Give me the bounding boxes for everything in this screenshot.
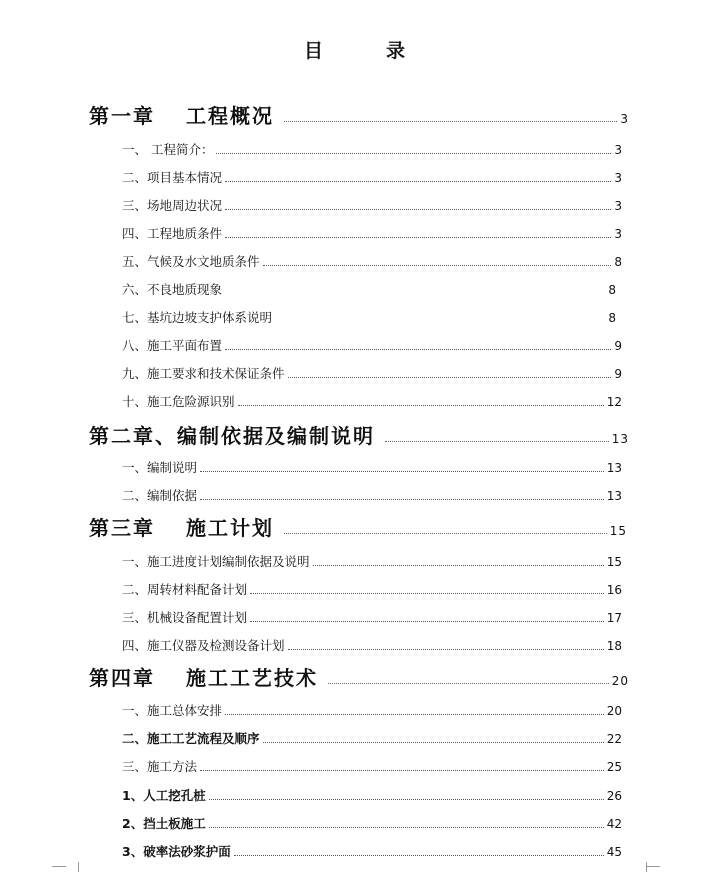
toc-item-label: 九、施工要求和技术保证条件 <box>122 366 285 381</box>
toc-item-label: 八、施工平面布置 <box>122 338 223 353</box>
toc-item-label: 3、破率法砂浆护面 <box>122 844 231 859</box>
toc-page-number: 42 <box>606 817 622 831</box>
toc-page-number: 12 <box>606 395 622 409</box>
toc-leader-dots <box>385 441 609 442</box>
toc-leader-dots <box>313 565 604 566</box>
crop-mark-right-h <box>646 866 660 867</box>
toc-item[interactable] <box>122 786 622 804</box>
toc-title: 目 录 <box>303 40 427 62</box>
toc-leader-dots <box>284 533 607 534</box>
crop-mark-right <box>646 862 661 872</box>
toc-leader-dots <box>225 349 611 350</box>
toc-chapter-label: 第三章 施工计划 <box>89 516 274 540</box>
toc-item-label: 一、编制说明 <box>122 460 198 475</box>
toc-item[interactable] <box>122 252 622 270</box>
toc-chapter-2[interactable] <box>89 420 629 448</box>
toc-page-number: 25 <box>606 760 622 774</box>
toc-leader-dots <box>250 593 604 594</box>
toc-item-label: 2、挡土板施工 <box>122 816 206 831</box>
toc-page-number: 8 <box>608 311 616 325</box>
toc-item[interactable] <box>122 364 622 382</box>
toc-page-number: 9 <box>614 339 622 353</box>
toc-item-label: 四、工程地质条件 <box>122 226 223 241</box>
toc-item-label: 六、不良地质现象 <box>122 282 223 297</box>
toc-item[interactable] <box>122 168 622 186</box>
toc-item[interactable] <box>122 814 622 832</box>
toc-item[interactable] <box>122 486 622 504</box>
toc-leader-dots <box>200 499 604 500</box>
toc-item[interactable] <box>122 392 622 410</box>
toc-item[interactable] <box>122 552 622 570</box>
toc-page-number: 3 <box>620 112 629 126</box>
toc-leader-dots <box>284 121 617 122</box>
toc-page-number: 26 <box>606 789 622 803</box>
toc-item-label: 1、人工挖孔桩 <box>122 788 206 803</box>
toc-leader-dots <box>234 855 604 856</box>
toc-leader-dots <box>225 237 611 238</box>
toc-page-number: 16 <box>606 583 622 597</box>
toc-leader-dots <box>225 209 611 210</box>
toc-leader-dots <box>288 377 612 378</box>
toc-item[interactable] <box>122 280 616 298</box>
toc-leader-dots <box>263 742 604 743</box>
crop-mark-left <box>64 862 79 872</box>
toc-item[interactable] <box>122 842 622 860</box>
toc-chapter-label: 第一章 工程概况 <box>89 104 274 128</box>
toc-chapter-4[interactable] <box>89 662 629 690</box>
toc-chapter-label: 第二章、编制依据及编制说明 <box>89 424 375 448</box>
toc-item-label: 一、施工总体安排 <box>122 703 223 718</box>
toc-page-number: 3 <box>614 143 622 157</box>
toc-page-number: 13 <box>606 489 622 503</box>
toc-item-label: 一、 工程简介： <box>122 142 214 157</box>
toc-chapter-3[interactable] <box>89 512 627 540</box>
toc-leader-dots <box>209 827 604 828</box>
toc-item-label: 七、基坑边坡支护体系说明 <box>122 310 273 325</box>
toc-page-number: 3 <box>614 227 622 241</box>
toc-item-label: 三、施工方法 <box>122 759 198 774</box>
toc-leader-dots <box>225 181 611 182</box>
toc-page-number: 15 <box>606 555 622 569</box>
toc-item[interactable] <box>122 140 622 158</box>
toc-leader-dots <box>288 649 604 650</box>
toc-item[interactable] <box>122 608 622 626</box>
toc-page-number: 13 <box>611 432 629 446</box>
toc-page-number: 8 <box>608 283 616 297</box>
toc-page-number: 18 <box>606 639 622 653</box>
toc-item-label: 十、施工危险源识别 <box>122 394 235 409</box>
toc-item[interactable] <box>122 196 622 214</box>
toc-page-number: 13 <box>606 461 622 475</box>
toc-chapter-1[interactable] <box>89 100 629 128</box>
toc-chapter-label: 第四章 施工工艺技术 <box>89 666 318 690</box>
toc-leader-dots <box>225 714 604 715</box>
toc-item[interactable] <box>122 729 622 747</box>
toc-leader-dots <box>200 770 604 771</box>
toc-page-number: 15 <box>609 524 627 538</box>
toc-leader-dots <box>216 153 611 154</box>
toc-page-number: 3 <box>614 199 622 213</box>
toc-leader-dots <box>200 471 604 472</box>
toc-page-number: 20 <box>606 704 622 718</box>
toc-item[interactable] <box>122 458 622 476</box>
toc-page-number: 20 <box>611 674 629 688</box>
toc-item[interactable] <box>122 308 616 326</box>
toc-item-label: 二、编制依据 <box>122 488 198 503</box>
toc-item[interactable] <box>122 757 622 775</box>
toc-item[interactable] <box>122 336 622 354</box>
toc-item-label: 五、气候及水文地质条件 <box>122 254 260 269</box>
toc-leader-dots <box>238 405 604 406</box>
toc-item-label: 三、场地周边状况 <box>122 198 223 213</box>
toc-item[interactable] <box>122 636 622 654</box>
toc-item-label: 二、施工工艺流程及顺序 <box>122 731 260 746</box>
toc-page-number: 22 <box>606 732 622 746</box>
toc-page-number: 3 <box>614 171 622 185</box>
toc-item-label: 三、机械设备配置计划 <box>122 610 248 625</box>
crop-mark-left-h <box>52 866 66 867</box>
toc-item-label: 一、施工进度计划编制依据及说明 <box>122 554 310 569</box>
toc-leader-dots <box>250 621 604 622</box>
toc-item[interactable] <box>122 224 622 242</box>
toc-item-label: 二、项目基本情况 <box>122 170 223 185</box>
toc-leader-dots <box>209 799 604 800</box>
toc-item-label: 四、施工仪器及检测设备计划 <box>122 638 285 653</box>
toc-page-number: 17 <box>606 611 622 625</box>
toc-leader-dots <box>328 683 609 684</box>
toc-page-number: 8 <box>614 255 622 269</box>
toc-page-number: 45 <box>606 845 622 859</box>
toc-page-number: 9 <box>614 367 622 381</box>
toc-item-label: 二、周转材料配备计划 <box>122 582 248 597</box>
toc-item[interactable] <box>122 580 622 598</box>
toc-item[interactable] <box>122 701 622 719</box>
toc-leader-dots <box>263 265 612 266</box>
